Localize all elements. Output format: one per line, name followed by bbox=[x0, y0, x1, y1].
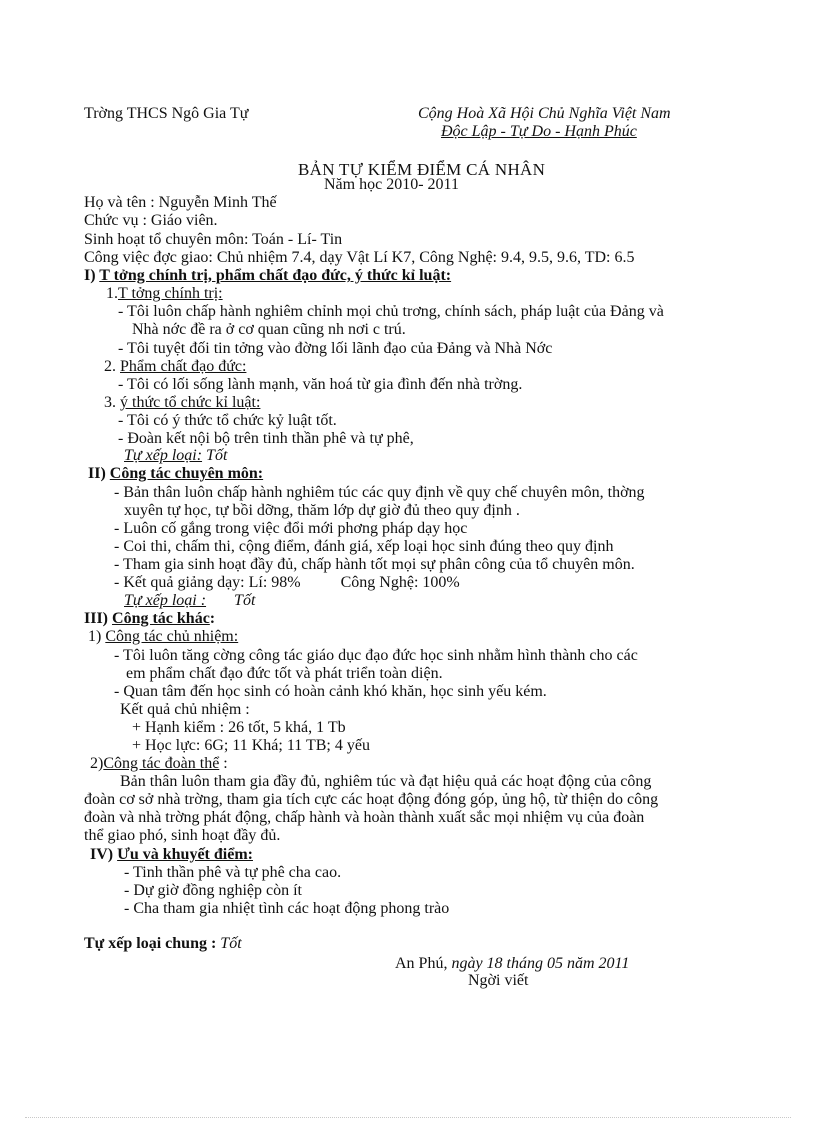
section-1-line: - Tôi luôn chấp hành nghiêm chỉnh mọi chủ trơng, chính sách, pháp luật của Đảng và bbox=[118, 303, 664, 320]
section-3-line: + Học lực: 6G; 11 Khá; 11 TB; 4 yếu bbox=[132, 737, 370, 754]
section-4-line: - Dự giờ đồng nghiệp còn ít bbox=[124, 882, 302, 899]
section-2-grade: Tự xếp loại : Tốt bbox=[124, 592, 256, 609]
section-1-sub-3: 3. ý thức tổ chức kỉ luật: bbox=[104, 394, 261, 411]
section-3-line: em phẩm chất đạo đức tốt và phát triển toàn diện. bbox=[126, 665, 443, 682]
section-1-line: - Đoàn kết nội bộ trên tinh thần phê và tự phê, bbox=[118, 430, 414, 447]
section-1-line: Nhà nớc đề ra ở cơ quan cũng nh nơi c trú. bbox=[132, 321, 406, 338]
section-2-line: - Bản thân luôn chấp hành nghiêm túc các quy định về quy chế chuyên môn, thờng bbox=[114, 484, 645, 501]
section-3-line: - Tôi luôn tăng cờng công tác giáo dục đạo đức học sinh nhằm hình thành cho các bbox=[114, 647, 638, 664]
section-3-line: Kết quả chủ nhiệm : bbox=[120, 701, 250, 718]
section-2-line: - Tham gia sinh hoạt đầy đủ, chấp hành tốt mọi sự phân công của tổ chuyên môn. bbox=[114, 556, 635, 573]
full-name: Họ và tên : Nguyễn Minh Thế bbox=[84, 194, 277, 211]
signature-writer: Ngời viết bbox=[468, 972, 529, 989]
assigned-tasks: Công việc đợc giao: Chủ nhiệm 7.4, dạy Vật Lí K7, Công Nghệ: 9.4, 9.5, 9.6, TD: 6.5 bbox=[84, 249, 635, 266]
section-2-results: - Kết quả giảng dạy: Lí: 98% Công Nghệ: 100% bbox=[114, 574, 460, 591]
section-3-paragraph: thể giao phó, sinh hoạt đầy đủ. bbox=[84, 827, 281, 844]
section-1-sub-2: 2. Phẩm chất đạo đức: bbox=[104, 358, 247, 375]
section-2-line: - Coi thi, chấm thi, cộng điểm, đánh giá, xếp loại học sinh đúng theo quy định bbox=[114, 538, 614, 555]
signature-date: An Phú, ngày 18 tháng 05 năm 2011 bbox=[395, 955, 630, 972]
position: Chức vụ : Giáo viên. bbox=[84, 212, 218, 229]
section-3-paragraph: đoàn cơ sở nhà trờng, tham gia tích cực các hoạt động đóng góp, ủng hộ, từ thiện do công bbox=[84, 791, 659, 808]
section-3-paragraph: đoàn và nhà trờng phát động, chấp hành và hoàn thành xuất sắc mọi nhiệm vụ của đoàn bbox=[84, 809, 645, 826]
section-4-line: - Cha tham gia nhiệt tình các hoạt động phong trào bbox=[124, 900, 450, 917]
section-1-heading bbox=[84, 267, 451, 285]
section-4-line: - Tinh thần phê và tự phê cha cao. bbox=[124, 864, 342, 881]
section-2-line: xuyên tự học, tự bồi dỡng, thăm lớp dự giờ đủ theo quy định . bbox=[124, 502, 520, 519]
section-3-paragraph: Bản thân luôn tham gia đầy đủ, nghiêm túc và đạt hiệu quả các hoạt động của công bbox=[120, 773, 652, 790]
school-name: Trờng THCS Ngô Gia Tự bbox=[84, 105, 249, 122]
section-3-heading: III) Công tác khác: bbox=[84, 610, 216, 627]
section-3-line: - Quan tâm đến học sinh có hoàn cảnh khó khăn, học sinh yếu kém. bbox=[114, 683, 547, 700]
section-1-sub-1: 1.T tởng chính trị: bbox=[106, 285, 223, 302]
national-slogan: Độc Lập - Tự Do - Hạnh Phúc bbox=[441, 123, 637, 140]
section-3-sub-1: 1) Công tác chủ nhiệm: bbox=[88, 628, 239, 645]
section-1-line: - Tôi có ý thức tổ chức kỷ luật tốt. bbox=[118, 412, 337, 429]
section-2-heading: II) Công tác chuyên môn: bbox=[88, 465, 264, 482]
section-1-number: I) bbox=[84, 267, 96, 284]
school-year: Năm học 2010- 2011 bbox=[324, 176, 459, 193]
section-1-line: - Tôi có lối sống lành mạnh, văn hoá từ gia đình đến nhà trờng. bbox=[118, 376, 523, 393]
document-title: BẢN TỰ KIỂM ĐIỂM CÁ NHÂN bbox=[298, 160, 546, 179]
section-3-line: + Hạnh kiểm : 26 tốt, 5 khá, 1 Tb bbox=[132, 719, 346, 736]
professional-group: Sinh hoạt tổ chuyên môn: Toán - Lí- Tin bbox=[84, 231, 343, 248]
overall-grade: Tự xếp loại chung : Tốt bbox=[84, 935, 242, 952]
section-3-sub-2: 2)Công tác đoàn thể : bbox=[90, 755, 228, 772]
national-motto: Cộng Hoà Xã Hội Chủ Nghĩa Việt Nam bbox=[418, 105, 671, 122]
section-1-grade: Tự xếp loại: Tốt bbox=[124, 447, 228, 464]
section-1-title: T tởng chính trị, phẩm chất đạo đức, ý thức kỉ luật: bbox=[99, 267, 452, 284]
section-2-line: - Luôn cố gắng trong việc đổi mới phơng pháp dạy học bbox=[114, 520, 468, 537]
section-4-heading: IV) Ưu và khuyết điểm: bbox=[90, 846, 253, 863]
page-bottom-border bbox=[25, 1117, 791, 1118]
section-1-line: - Tôi tuyệt đối tin tởng vào đờng lối lãnh đạo của Đảng và Nhà Nớc bbox=[118, 340, 553, 357]
